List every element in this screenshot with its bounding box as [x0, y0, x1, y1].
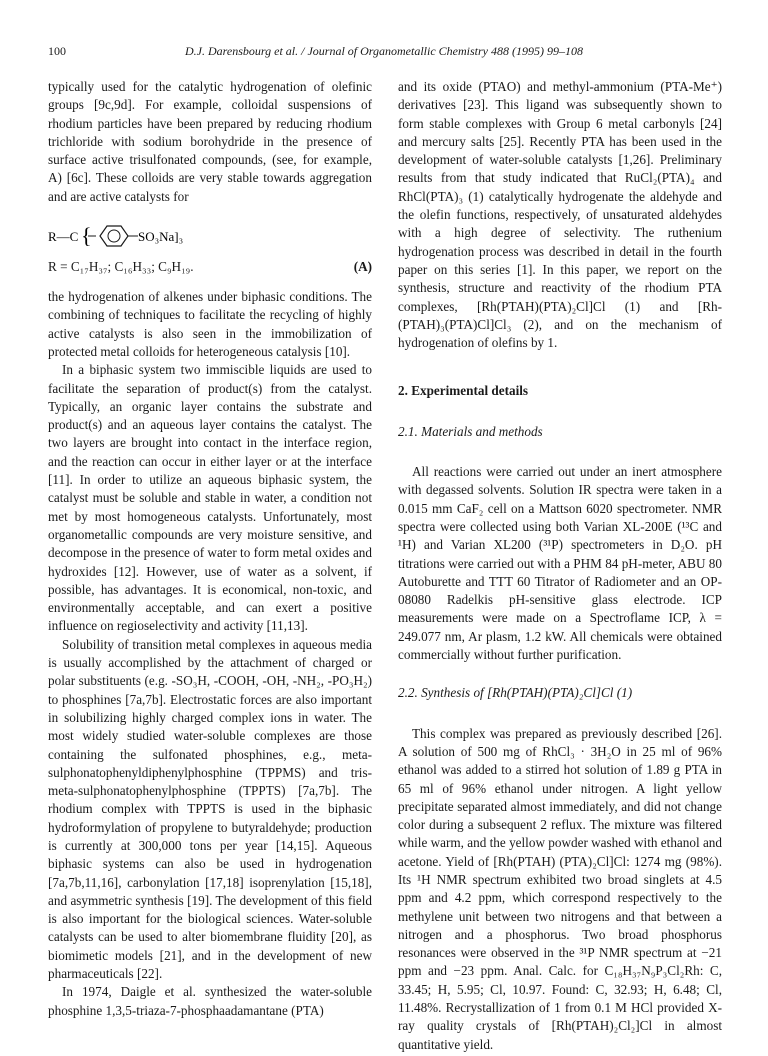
structure-diagram — [48, 222, 248, 250]
page-number: 100 — [48, 44, 66, 58]
subsection-heading: 2.1. Materials and methods — [398, 423, 543, 439]
paragraph: This complex was prepared as previously described [26]. A solution of 500 mg of RhCl₃ · 3H₂O in 25 ml of 96% ethanol was added to a stirred hot solution of 1.89 g PTA in 65 ml of 96% ethanol under nitrogen. A light yellow precipitate separated almost immediately, and did not change color during a subsequent 2 reflux. The mixture was filtered while warm, and the yellow powder washed with ethanol and acetone. Yield of [Rh(PTAH) (PTA)₂Cl]Cl: 1274 mg (98%). Its ¹H NMR spectrum exhibited two broad singlets at 4.5 ppm and 4.2 ppm, which correspond respectively to the methylene unit between two nitrogens and that between a nitrogen and a phosphorus. Two broad phosphorus resonances were observed in the ³¹P NMR spectrum at −21 ppm and −23 ppm. Anal. Calc. for C₁₈H₃₇N₉P₃Cl₂Rh: C, 33.45; H, 5.95; Cl, 10.97. Found: C, 32.93; H, 6.48; Cl, 11.48%. Recrystallization of 1 from 0.1 M HCl provided X-ray quality crystals of [Rh(PTAH)₂Cl₂]Cl in almost quantitative yield. — [398, 725, 722, 1052]
chemical-structure-a — [48, 206, 372, 288]
paragraph: the hydrogenation of alkenes under biphasic conditions. The combining of techniques to facilitate the recycling of highly active catalysts is also seen in the immobilization of protected metal colloids for heterogeneous catalysis [10]. — [48, 289, 372, 359]
subsection-heading: 2.2. Synthesis of [Rh(PTAH)(PTA)₂Cl]Cl (1) — [398, 685, 633, 701]
structure-right-text: SO₃Na]₃ — [138, 229, 184, 245]
open-bracket-icon: { — [81, 223, 92, 249]
paragraph: and its oxide (PTAO) and methyl-ammonium (PTA-Me⁺) derivatives [23]. This ligand was subsequently shown to form stable complexes with Group 6 metal carbonyls [24] and mercury salts [25]. Recently PTA has been used in the development of water-soluble catalysts [1,26]. Preliminary results from that study indicated that RuCl₂(PTA)₄ and RhCl(PTA)₃ (1) catalytically hydrogenate the aldehyde and the olefin functions, respectively, of unsaturated aldehydes with a high degree of selectivity. The ruthenium hydrogenation process was described in detail in the fourth paper on this series [1]. In this paper, we report on the synthesis, structure and reactivity of the rhodium PTA complexes, [Rh(PTAH)(PTA)₂Cl]Cl (1) and [Rh-(PTAH)₃(PTA)Cl]Cl₃ (2), and on the mechanism of hydrogenation of olefins by 1. — [398, 79, 722, 351]
aromatic-circle-icon — [108, 230, 120, 242]
substituent-definition: R = C₁₇H₃₇; C₁₆H₃₃; C₉H₁₉. — [48, 259, 194, 275]
page-header — [48, 44, 720, 62]
structure-left-text: R—C — [48, 229, 79, 245]
paragraph: In a biphasic system two immiscible liquids are used to facilitate the separation of product(s) from the catalyst. Typically, an organic layer contains the substrate and product(s) and an aqueous layer contains the catalyst. The two layers are brought into contact in the interface region, and the reaction can occur in either layer or at the interface [11]. In order to utilize an aqueous biphasic system, the catalyst must be soluble and stable in water, a condition not met by most homogeneous catalysts. Unfortunately, most organometallic compounds are very moisture sensitive, and decompose in the presence of water to form metal oxides and hydroxides [12]. However, use of water as a solvent, if possible, has advantages. It is economical, non-toxic, and environmentally acceptable, and can exert a positive influence on regioselectivity and activity [11,13]. — [48, 362, 372, 634]
benzene-ring-icon — [100, 226, 128, 246]
left-column — [48, 78, 372, 1020]
paragraph: In 1974, Daigle et al. synthesized the water-soluble phosphine 1,3,5-triaza-7-phosphaadamantane (PTA) — [48, 984, 372, 1018]
section-heading: 2. Experimental details — [398, 383, 529, 399]
paragraph: Solubility of transition metal complexes in aqueous media is usually accomplished by the attachment of charged or polar substituents (e.g. -SO₃H, -COOH, -OH, -NH₂, -PO₃H₂) to phosphines [7a,7b]. Electrostatic forces are also important in solubilizing highly charged complex ions in water. The most widely studied water-soluble complexes are those containing the sulfonated phosphines, e.g., meta-sulphonatophenyldiphenylphosphine (TPPMS) and tris-meta-sulphonatophenylphosphine (TPPTS) [7a,7b]. The rhodium complex with TPPTS is used in the biphasic hydroformylation of propylene to butyraldehyde; production is currently at 300,000 tons per year [14,15]. Aqueous biphasic systems can also be used in hydrogenation [7a,7b,11,16], carbonylation [17,18] isoprenylation [15,18], and asymmetric synthesis [19]. The development of this field is also important for the biological sciences. Water-soluble catalysts can be used to alter biomembrane fluidity [20], as biomimetic models [21], and in the development of new pharmaceuticals [22]. — [48, 636, 372, 982]
paragraph: All reactions were carried out under an inert atmosphere with degassed solvents. Solution IR spectra were taken in a 0.015 mm CaF₂ cell on a Mattson 6020 spectrometer. NMR spectra were collected using both Varian XL-200E (¹³C and ¹H) and Varian XL200 (³¹P) spectrometers in D₂O. pH titrations were carried out with a PHM 84 pH-meter, ABU 80 Autoburette and TTT 60 Titrator of Radiometer and an OP-08080 Radelkis pH-sensitive glass electrode. ICP measurements were made on a Spectroflame ICP, λ = 249.077 nm, Ar plasm, 1.2 kW. All chemicals were obtained commercially without further purification. — [398, 464, 722, 663]
paragraph: typically used for the catalytic hydrogenation of olefinic groups [9c,9d]. For example, colloidal suspensions of rhodium particles have been prepared by reducing rhodium trichloride with sodium borohydride in the presence of surface active trisulfonated compounds, (see, for example, A) [6c]. These colloids are very stable towards aggregation and are active catalysts for — [48, 79, 372, 204]
right-column — [398, 78, 722, 1054]
running-head: D.J. Darensbourg et al. / Journal of Organometallic Chemistry 488 (1995) 99–108 — [185, 44, 583, 58]
compound-label: (A) — [353, 259, 372, 275]
